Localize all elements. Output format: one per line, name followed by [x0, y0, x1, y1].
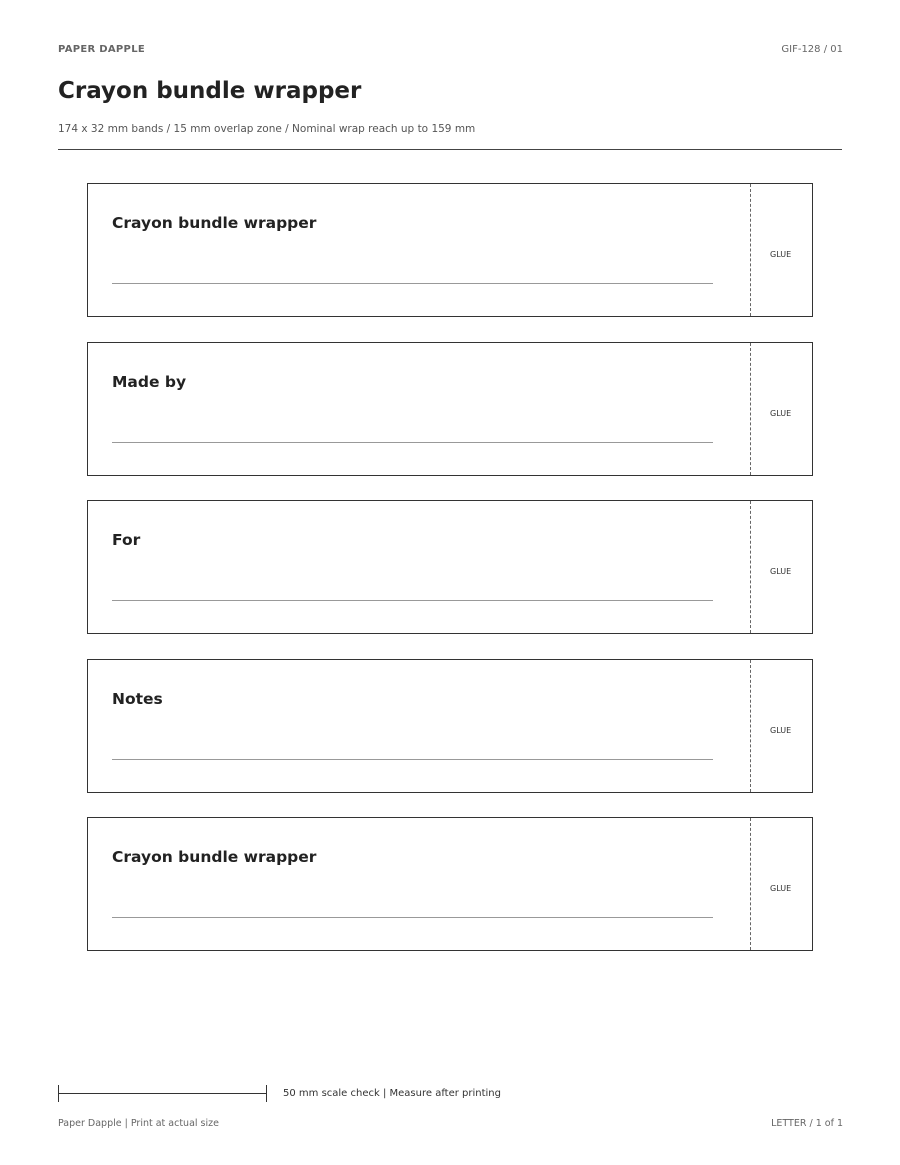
write-line [112, 600, 713, 601]
glue-fold-line [750, 818, 751, 950]
wrapper-band [87, 817, 813, 951]
page-title: Crayon bundle wrapper [58, 78, 362, 104]
wrapper-band [87, 659, 813, 793]
write-line [112, 917, 713, 918]
scale-bar [58, 1085, 267, 1102]
write-line [112, 283, 713, 284]
scale-bar-tick-end [266, 1085, 267, 1102]
page-info: LETTER / 1 of 1 [771, 1118, 843, 1129]
scale-bar-tick-start [58, 1085, 59, 1102]
brand-name: PAPER DAPPLE [58, 44, 145, 55]
wrapper-bands [87, 183, 813, 976]
wrapper-band [87, 342, 813, 476]
glue-label: GLUE [770, 884, 792, 893]
scale-check-text: 50 mm scale check | Measure after printing [283, 1088, 501, 1099]
write-line [112, 759, 713, 760]
scale-bar-line [58, 1093, 267, 1094]
footer-note: Paper Dapple | Print at actual size [58, 1118, 219, 1129]
glue-fold-line [750, 343, 751, 475]
header-divider [58, 149, 842, 150]
glue-fold-line [750, 184, 751, 316]
band-label: Crayon bundle wrapper [112, 214, 317, 232]
glue-label: GLUE [770, 567, 792, 576]
glue-fold-line [750, 660, 751, 792]
glue-fold-line [750, 501, 751, 633]
wrapper-band [87, 183, 813, 317]
glue-label: GLUE [770, 408, 792, 418]
band-label: Notes [112, 689, 163, 708]
band-label: Made by [112, 372, 187, 391]
wrapper-band [87, 500, 813, 634]
glue-label: GLUE [770, 725, 792, 735]
write-line [112, 442, 713, 443]
document-code: GIF-128 / 01 [781, 44, 843, 55]
band-label: Crayon bundle wrapper [112, 848, 317, 866]
glue-label: GLUE [770, 250, 792, 259]
band-label: For [112, 531, 141, 549]
page-subtitle: 174 x 32 mm bands / 15 mm overlap zone / Nominal wrap reach up to 159 mm [58, 123, 476, 135]
